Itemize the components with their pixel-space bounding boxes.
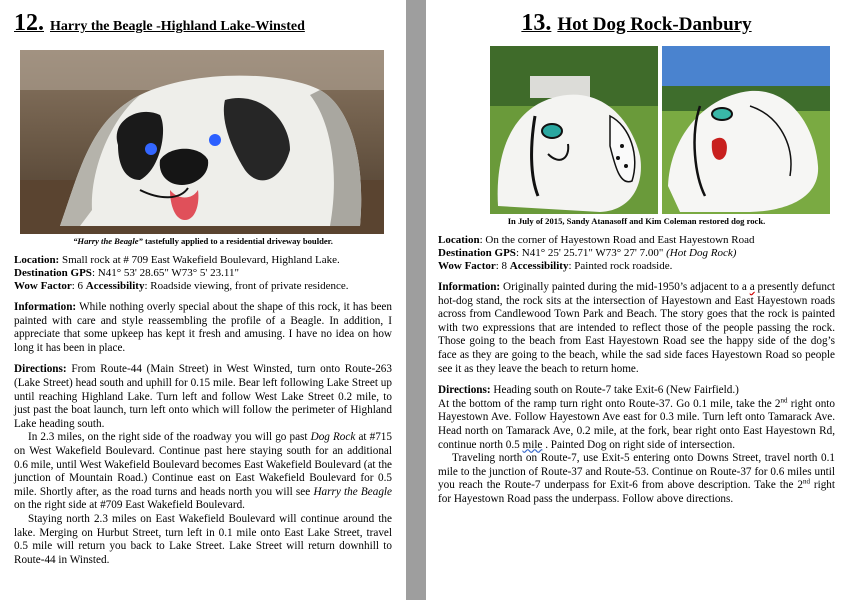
information-paragraph: [14, 301, 392, 355]
dir2-part-c: . Painted Dog on right side of intersection.: [542, 438, 736, 451]
accessibility-label: Accessibility: [85, 280, 145, 292]
dir2-part-a: At the bottom of the ramp turn right onto Route-37. Go 0.1 mile, take the 2: [438, 397, 781, 410]
location-value: : On the corner of Hayestown Road and East Hayestown Road: [479, 234, 755, 246]
entry-title: Hot Dog Rock-Danbury: [557, 14, 752, 35]
information-label: Information:: [14, 301, 77, 313]
location-label: Location:: [14, 254, 60, 266]
wow-label: Wow Factor: [14, 280, 72, 292]
directions-paragraph: [438, 384, 835, 398]
information-text-b: presently defunct hot-dog stand, the rock sits at the intersection of Hayestown and East Hayestown roads across from Candlewood Town Park and Beach. The story goes that the rock is painted with two expressions that are intended to reflect those of the people passing the rock. Those going to the beach from East Hayestown Road see the happy side of the dog’s face as they are going to the beach, while the sad side faces Hayestown Road so people see it as they leave the beach to return home.: [438, 281, 835, 375]
entry-meta: [438, 234, 835, 273]
directions-paragraph-3: Staying north 2.3 miles on East Wakefield Boulevard will continue around the lake. Merging on Hurbut Street, turn left in 0.1 mile onto East Lake Street, travel 0.5 mile will return you back to Lake Street. Lake Street will return downhill to Route-44 in Winsted.: [14, 512, 392, 566]
wow-label: Wow Factor: [438, 260, 496, 272]
entry-title: Harry the Beagle -Highland Lake-Winsted: [50, 19, 305, 34]
dir3-part-b: right for Hayestown Road pass the underpass. Follow above directions.: [438, 479, 835, 505]
caption-name: “Harry the Beagle”: [73, 236, 143, 246]
directions-text: From Route-44 (Main Street) in West Winsted, turn onto Route-263 (Lake Street) head south and uphill for 0.15 mile. Bear left following Lake Street up until reaching Highland Lake. Turn left and follow West Lake Street 0.2 mile, to just past the boat launch, turn left onto which will follow the perimeter of Highland Lake heading south.: [14, 363, 392, 430]
wow-value: : 6: [71, 280, 86, 292]
information-label: Information:: [438, 281, 501, 293]
left-page: [0, 0, 406, 600]
directions-text: Heading south on Route-7 take Exit-6 (New Fairfield.): [490, 384, 739, 397]
information-text-a: Originally painted during the mid-1950’s adjacent to a: [500, 281, 750, 293]
photo-caption: [14, 236, 392, 247]
photo-caption: In July of 2015, Sandy Atanasoff and Kim Coleman restored dog rock.: [507, 216, 766, 226]
dir2-part-a: In 2.3 miles, on the right side of the roadway you will go past: [28, 431, 311, 444]
accessibility-value: : Painted rock roadside.: [568, 260, 673, 272]
dir3-part-a: Traveling north on Route-7, use Exit-5 entering onto Downs Street, travel north 0.1 mile to the junction of Route-37 and Route-53. Continue on Route-37 for 0.6 miles until you reach the Route-7 underpass for Exit-6 from above description. Take the 2: [438, 452, 835, 492]
caption-text: tastefully applied to a residential driveway boulder.: [142, 236, 333, 246]
directions-paragraph-2: [14, 431, 392, 513]
spellcheck-word: mile: [522, 438, 543, 451]
location-value: Small rock at # 709 East Wakefield Boulevard, Highland Lake.: [59, 254, 340, 266]
hot-dog-rock-illustration: [490, 46, 830, 214]
directions-label: Directions:: [438, 384, 491, 397]
gps-note: (Hot Dog Rock): [666, 247, 737, 259]
hot-dog-rock-photo: [490, 46, 830, 214]
entry-number: 13.: [521, 10, 552, 36]
harry-beagle-photo: [20, 50, 384, 234]
entry-13-heading: [438, 8, 835, 40]
dir2-part-b: right onto Hayestown Ave. Follow Hayestown Ave east for 0.3 mile. Turn left onto Tamarack Ave. Head north on Tamarack Ave, 0.2 mile, at the fork, bear right onto East Hayestown Rd, continue north 0.5: [438, 397, 835, 451]
gps-value: : N41° 25' 25.71" W73° 27' 7.00": [515, 247, 667, 259]
spellcheck-word: a: [749, 281, 755, 293]
information-paragraph: [438, 281, 835, 376]
harry-name: Harry the Beagle: [313, 485, 392, 498]
directions-paragraph-2: [438, 398, 835, 452]
gps-label: Destination GPS: [14, 267, 92, 279]
right-page: [426, 0, 847, 600]
ordinal-suffix: nd: [780, 396, 788, 405]
dir2-part-b: at #715 on West Wakefield Boulevard. Continue past here staying south for an additional 0.6 mile, until West Wakefield Boulevard becomes East Wakefield Boulevard (at the junction of Mountain Road.) Continue east on East Wakefield Boulevard for 0.5 mile. Shortly after, as the road turns and heads north you will see: [14, 431, 392, 498]
accessibility-label: Accessibility: [509, 260, 569, 272]
directions-paragraph-3: [438, 452, 835, 506]
entry-number: 12.: [14, 10, 44, 36]
information-text: While nothing overly special about the shape of this rock, it has been painted with care and style reassembling the profile of a Beagle. In addition, I appreciate that some upkeep has kept it fresh and amusing. I have no idea on how long it has been in place.: [14, 301, 392, 354]
directions-label: Directions:: [14, 363, 67, 376]
entry-meta: [14, 254, 392, 293]
gps-value: : N41° 53' 28.65" W73° 5' 23.11": [91, 267, 239, 279]
location-label: Location: [438, 234, 480, 246]
accessibility-value: : Roadside viewing, front of private residence.: [144, 280, 349, 292]
entry-12-heading: [14, 8, 392, 42]
beagle-rock-illustration: [20, 50, 384, 234]
directions-paragraph: [14, 363, 392, 431]
dir2-part-c: on the right side at #709 East Wakefield Boulevard.: [14, 499, 245, 512]
gps-label: Destination GPS: [438, 247, 516, 259]
ordinal-suffix: nd: [802, 477, 810, 486]
dog-rock-name: Dog Rock: [310, 431, 356, 444]
wow-value: : 8: [495, 260, 510, 272]
